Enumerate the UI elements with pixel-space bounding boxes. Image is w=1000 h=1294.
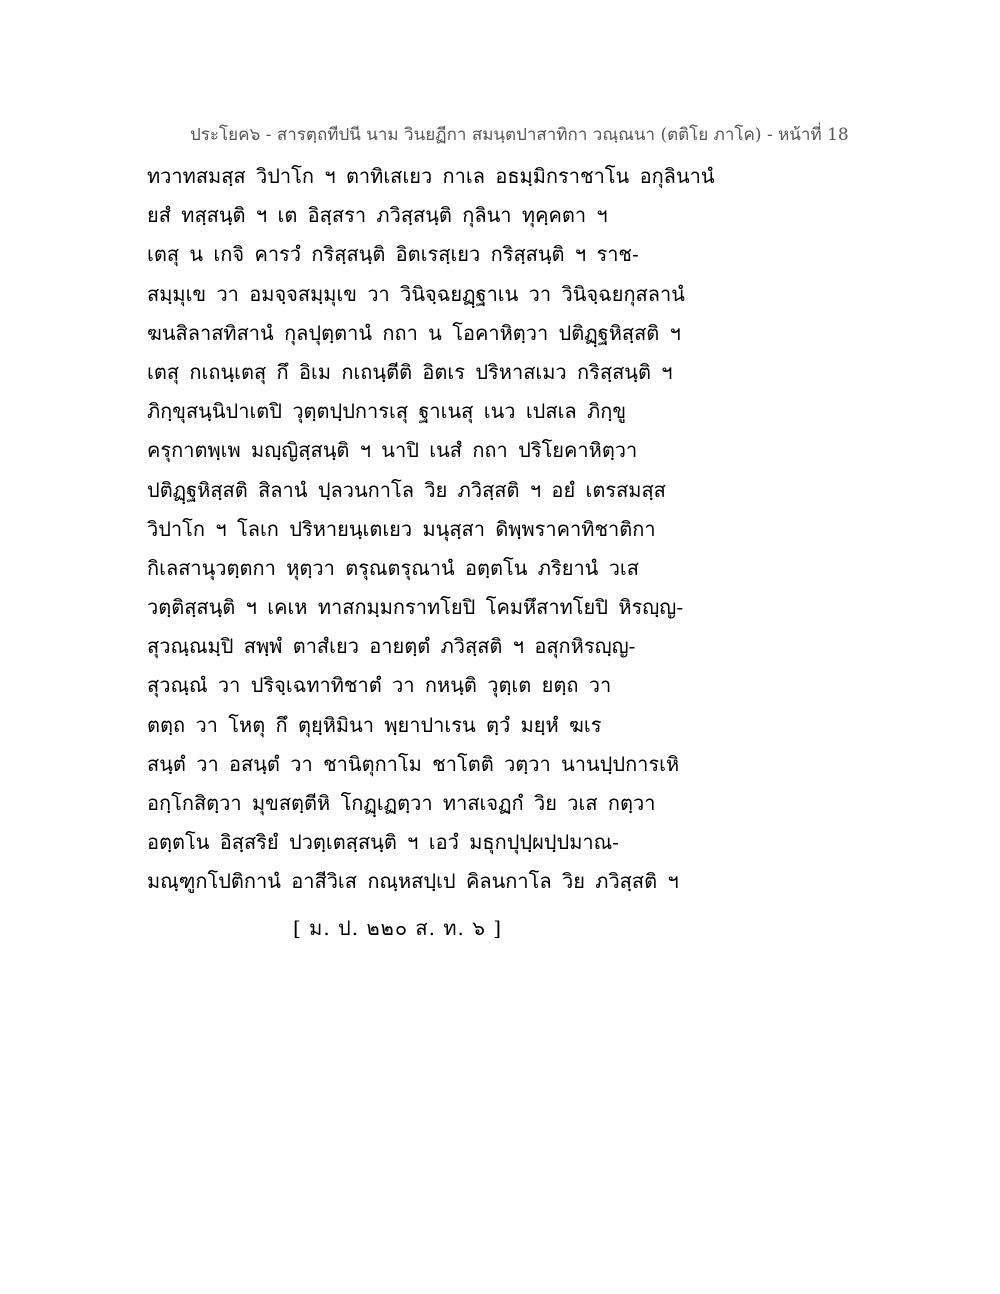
body-text	[147, 157, 867, 902]
text-line: วตฺติสฺสนฺติ ฯ เคเห ทาสกมฺมกราทโยปิ โคมหึสาทโยปิ หิรญฺญ-	[147, 595, 684, 620]
text-line: สนฺตํ วา อสนฺตํ วา ชานิตุกาโม ชาโตติ วตฺวา นานปฺปการเหิ	[147, 751, 680, 776]
text-line: สมฺมุเข วา อมจฺจสมฺมุเข วา วินิจฺฉยฏฺฐาเน วา วินิจฺฉยกุสลานํ	[147, 281, 685, 306]
text-line: ฆนสิลาสทิสานํ กุลปุตฺตานํ กถา น โอคาหิตฺวา ปติฏฺฐหิสฺสติ ฯ	[147, 320, 681, 345]
text-line: เตสุ กเถนฺเตสุ กึ อิเม กเถนฺตีติ อิตเร ปริหาสเมว กริสฺสนฺติ ฯ	[147, 359, 673, 384]
text-line: สุวณฺณมฺปิ สพฺพํ ตาสํเยว อายตฺตํ ภวิสฺสติ ฯ อสุกหิรญฺญ-	[147, 634, 636, 659]
text-line: วิปาโก ฯ โลเก ปริหายนฺเตเยว มนุสฺสา ดิพฺพราคาทิชาติกา	[147, 516, 656, 541]
text-line: ภิกฺขุสนฺนิปาเตปิ วุตฺตปฺปการเสุ ฐาเนสุ เนว เปสเล ภิกฺขู	[147, 399, 626, 424]
text-line: อกฺโกสิตฺวา มุขสตฺตีหิ โกฏฺเฏตฺวา ทาสเจฏกํ วิย วเส กตฺวา	[147, 791, 656, 815]
text-line: กิเลสานุวตฺตกา หุตฺวา ตรุณตรุณานํ อตฺตโน ภริยานํ วเส	[147, 555, 639, 580]
text-line: เตสุ น เกจิ คารวํ กริสฺสนฺติ อิตเรสฺเยว กริสฺสนฺติ ฯ ราช-	[147, 242, 639, 267]
text-line: อตฺตโน อิสฺสริยํ ปวตฺเตสฺสนฺติ ฯ เอวํ มธุกปุปฺผปฺปมาณ-	[147, 830, 619, 855]
text-line: สุวณฺณํ วา ปริจฺเฉทาทิชาตํ วา กหนฺติ วุตฺเต ยตฺถ วา	[147, 673, 612, 698]
source-reference: [ ม. ป. ๒๒๐ ส. ท. ๖ ]	[293, 916, 503, 940]
text-line: ยสํ ทสฺสนฺติ ฯ เต อิสฺสรา ภวิสฺสนฺติ กุลินา ทุคฺคตา ฯ	[147, 203, 608, 228]
text-line: ปติฏฺฐหิสฺสติ สิลานํ ปฺลวนกาโล วิย ภวิสฺสติ ฯ อยํ เตรสมสฺส	[147, 477, 666, 502]
text-line: ตตฺถ วา โหตุ กึ ตุยฺหิมินา พฺยาปาเรน ตฺวํ มยฺหํ ฆเร	[147, 712, 602, 737]
text-line: ครุกาตพฺเพ มญฺญิสฺสนฺติ ฯ นาปิ เนสํ กถา ปริโยคาหิตฺวา	[147, 438, 638, 463]
text-line: ทวาทสมสฺส วิปาโก ฯ ตาทิเสเยว กาเล อธมฺมิกราชาโน อกุลินานํ	[147, 164, 715, 188]
running-header: ประโยค๖ - สารตฺถทีปนี นาม วินยฏีกา สมนฺตปาสาทิกา วณฺณนา (ตติโย ภาโค) - หน้าที่ 18	[190, 125, 849, 145]
text-line: มณฺฑูกโปติกานํ อาสีวิเส กณฺหสปฺเป คิลนกาโล วิย ภวิสฺสติ ฯ	[147, 869, 679, 894]
